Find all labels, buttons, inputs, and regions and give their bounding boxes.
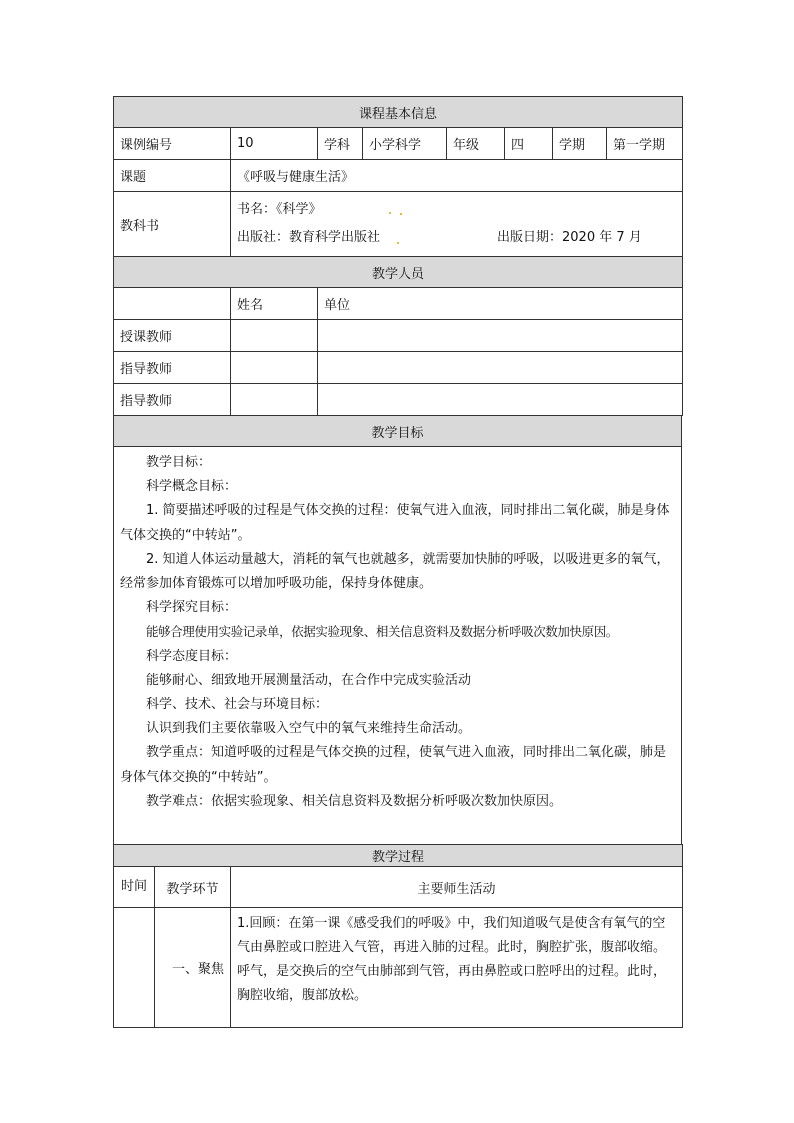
publisher: 出版社：教育科学出版社 — [237, 230, 381, 245]
goal-line: 科学概念目标： — [146, 479, 238, 495]
process-col-time: 时间 — [114, 867, 155, 908]
topic-value: 《呼吸与健康生活》 — [231, 160, 683, 192]
topic-label: 课题 — [114, 160, 231, 192]
goals-table — [113, 415, 682, 845]
section-header-goals: 教学目标 — [114, 416, 682, 447]
goal-line: 能够耐心、细致地开展测量活动，在合作中完成实验活动 — [146, 672, 472, 688]
staff-role: 授课教师 — [114, 320, 231, 352]
grade-label: 年级 — [447, 128, 505, 160]
section-header-staff: 教学人员 — [114, 257, 683, 288]
goal-line: 2. 知道人体运动量越大，消耗的氧气也就越多，就需要加快肺的呼吸，以吸进更多的氧气，经常参加体育锻炼可以增加呼吸功能，保持身体健康。 — [120, 551, 670, 592]
goal-line: 科学态度目标： — [146, 648, 238, 664]
activity-paragraph: 呼气，是交换后的空气由肺部到气管，再由鼻腔或口腔呼出的过程。此时，胸腔收缩，腹部放松。 — [237, 964, 667, 1004]
process-stage: 一、聚焦 — [155, 908, 231, 1028]
case-number-label: 课例编号 — [114, 128, 231, 160]
process-col-activity: 主要师生活动 — [231, 867, 683, 908]
staff-unit-cell — [318, 352, 683, 384]
staff-table — [113, 256, 683, 416]
process-activity — [231, 908, 683, 1028]
subject-label: 学科 — [318, 128, 363, 160]
goal-line: 科学、技术、社会与环境目标： — [146, 697, 329, 713]
stray-mark — [397, 242, 399, 244]
term-label: 学期 — [553, 128, 607, 160]
basic-info-table — [113, 96, 683, 257]
staff-col-unit: 单位 — [318, 288, 683, 320]
staff-col-name: 姓名 — [231, 288, 318, 320]
staff-role: 指导教师 — [114, 384, 231, 416]
book-name: 书名：《科学》 — [237, 202, 322, 217]
process-table — [113, 844, 683, 1028]
section-header-process: 教学过程 — [114, 845, 683, 867]
section-header-basic-info: 课程基本信息 — [114, 97, 683, 128]
goal-line: 教学目标： — [146, 455, 212, 470]
grade-value: 四 — [505, 128, 553, 160]
process-time-cell — [114, 908, 155, 1028]
staff-name-cell — [231, 384, 318, 416]
goals-content — [114, 447, 682, 845]
lesson-plan-page — [113, 96, 682, 1028]
staff-unit-cell — [318, 384, 683, 416]
goal-line: 1. 简要描述呼吸的过程是气体交换的过程：使氧气进入血液，同时排出二氧化碳，肺是身体气体交换的“中转站”。 — [120, 503, 670, 543]
staff-role: 指导教师 — [114, 352, 231, 384]
term-value: 第一学期 — [607, 128, 683, 160]
goal-line: 教学重点：知道呼吸的过程是气体交换的过程，使氧气进入血液，同时排出二氧化碳，肺是身体气体交换的“中转站”。 — [120, 745, 667, 785]
staff-unit-cell — [318, 320, 683, 352]
goal-line: 科学探究目标： — [146, 600, 238, 616]
textbook-info — [231, 192, 683, 257]
staff-name-cell — [231, 352, 318, 384]
stray-mark — [389, 212, 391, 214]
staff-name-cell — [231, 320, 318, 352]
activity-paragraph: 1.回顾：在第一课《感受我们的呼吸》中，我们知道吸气是使含有氧气的空气由鼻腔或口腔进入气管，再进入肺的过程。此时，胸腔扩张，腹部收缩。 — [237, 916, 667, 956]
stray-mark — [400, 213, 402, 215]
textbook-label: 教科书 — [114, 192, 231, 257]
publish-date: 出版日期：2020 年 7 月 — [497, 230, 642, 245]
subject-value: 小学科学 — [363, 128, 447, 160]
process-col-stage: 教学环节 — [155, 867, 231, 908]
goal-line: 教学难点：依据实验现象、相关信息资料及数据分析呼吸次数加快原因。 — [146, 793, 563, 809]
case-number-value: 10 — [231, 128, 318, 160]
goal-line: 认识到我们主要依靠吸入空气中的氧气来维持生命活动。 — [146, 721, 472, 737]
goal-line: 能够合理使用实验记录单，依据实验现象、相关信息资料及数据分析呼吸次数加快原因。 — [146, 624, 618, 640]
